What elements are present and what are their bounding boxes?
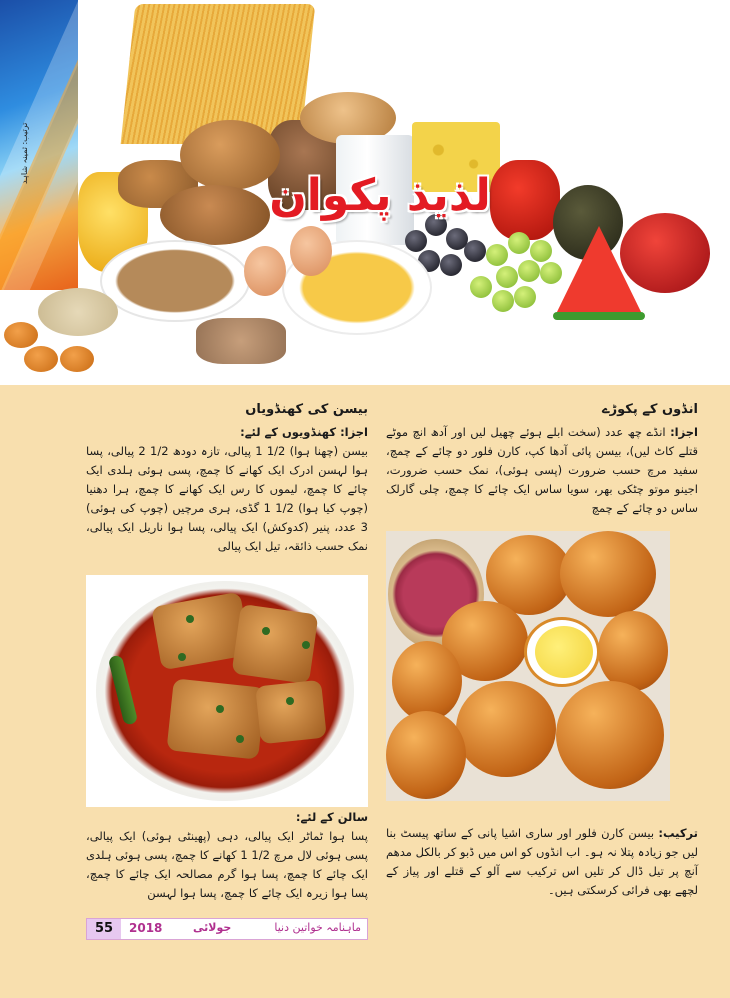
ingredients-label: اجزا: کھنڈویوں کے لئے: (240, 425, 368, 439)
method-label: ترکیب: (658, 826, 698, 840)
author-credit: ترتیب: ثمینہ شاہد (20, 122, 29, 184)
hero-food-photo (0, 0, 730, 385)
recipe-khandvi-ingredients (86, 400, 368, 556)
ingredients-text: انڈے چھ عدد (سخت ابلے ہوئے چھیل لیں اور آدھ انچ موٹے قتلے کاٹ لیں)، بیسن پائی آدھا کپ، کارن فلور دو چائے کے چمچ، سفید مرچ حسب ضرورت (پسی ہوئی)، نمک حسب ضرورت، اجینو موتو چٹکی بھر، سویا ساس ایک چائے کا چمچ، چلی گارلک ساس دو چائے کے چمچ (386, 425, 698, 515)
boiled-egg-image (524, 617, 600, 687)
recipe-khandvi-sauce (86, 808, 368, 903)
issue-year: 2018 (129, 921, 163, 935)
magazine-name: ماہنامہ خواتین دنیا (274, 921, 361, 934)
ingredients-label: اجزا: (670, 425, 699, 439)
page-title: لذیذ پکوان (269, 170, 491, 221)
recipe-egg-pakora-ingredients (386, 400, 698, 518)
recipe-title: انڈوں کے پکوڑے (602, 402, 698, 417)
oats-image (38, 288, 118, 336)
egg-image (244, 246, 286, 296)
egg-pakora-photo (386, 531, 670, 801)
page-number: 55 (87, 919, 121, 939)
issue-month: جولائی (193, 921, 232, 934)
apricot-image (4, 322, 38, 348)
sauce-text: پسا ہوا ٹماٹر ایک پیالی، دہی (پھینٹی ہوئی) ایک پیالی، پسی ہوئی لال مرچ 1/2 1 کھانے کا چمچ، پسی ہوئی ہلدی ایک چائے کا چمچ، پسا ہوا گرم مصالحہ ایک چائے کا چمچ، پسا ہوا زیرہ ایک چائے کا چمچ، پسا ہوا لہسن (86, 829, 369, 900)
watermelon-image (555, 226, 643, 316)
page-footer (86, 918, 368, 940)
recipe-title: بیسن کی کھنڈویاں (245, 402, 368, 417)
ingredients-text: بیسن (چھنا ہوا) 1/2 1 پیالی، تازہ دودھ 1/2 2 پیالی، پسا ہوا لہسن ادرک ایک کھانے کا چمچ، پسی ہوئی ہلدی ایک چائے کا چمچ، لیموں کا رس ایک کھانے کا چمچ، ہرا دھنیا (چوپ کیا ہوا) 1/2 1 گڈی، ہری مرچیں (چوپ کی ہوئی) 3 عدد، پنیر (کدوکش) ایک پیالی، پسا ہوا ناریل ایک پیالی، نمک حسب ذائقہ، تیل ایک پیالی (86, 444, 369, 553)
method-text: بیسن کارن فلور اور ساری اشیا پانی کے ساتھ پیسٹ بنا لیں جو زیادہ پتلا نہ ہو۔ اب انڈوں کو اس میں ڈبو کر بالکل مدھم آنچ پر تیل ڈال کر تلیں اس ترکیب سے آلو کے قتلے اور پیاز کے لچھے بھی فرائی کرسکتی ہیں۔ (386, 826, 698, 897)
khandvi-curry-photo (86, 575, 368, 807)
muesli-bowl-image (100, 240, 250, 322)
cereal-flakes-image (196, 318, 286, 364)
recipe-egg-pakora-method (386, 824, 698, 900)
sauce-label: سالن کے لئے: (295, 810, 368, 824)
